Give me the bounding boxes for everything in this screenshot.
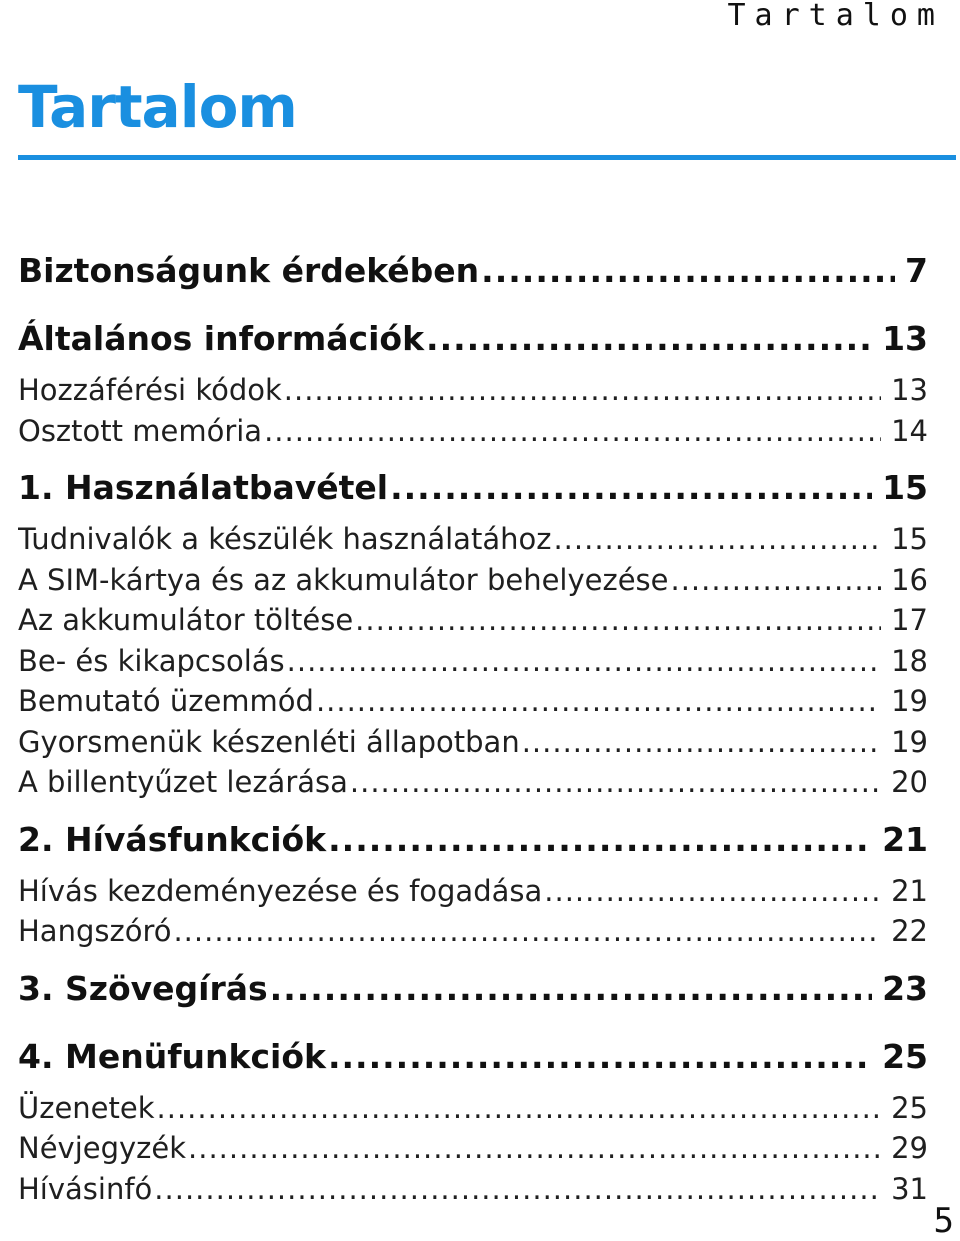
toc-section-entry[interactable] [18, 641, 928, 682]
toc-chapter-page: 7 [905, 251, 928, 290]
running-header: Tartalom [727, 0, 944, 33]
toc-section-label: Osztott memória [18, 413, 263, 448]
page-number: 5 [933, 1201, 954, 1241]
toc-section-label: Tudnivalók a készülék használatához [18, 522, 552, 556]
toc-section-page: 22 [891, 914, 928, 948]
toc-section-page: 31 [891, 1171, 928, 1206]
dot-leader [270, 958, 872, 1020]
dot-leader [355, 600, 881, 641]
toc-chapter-block [18, 1026, 928, 1210]
toc-section-page: 13 [891, 373, 928, 407]
toc-chapter-label: 2. Hívásfunkciók [18, 819, 327, 859]
toc-chapter-entry[interactable] [18, 240, 928, 302]
toc-chapter-label: 4. Menüfunkciók [18, 1036, 326, 1076]
toc-chapter-page: 23 [882, 968, 928, 1008]
toc-chapter-entry[interactable] [18, 809, 928, 871]
toc-section-entry[interactable] [18, 722, 928, 763]
toc-section-entry[interactable] [18, 370, 928, 411]
toc-chapter-page: 13 [882, 319, 928, 358]
toc-section-entry[interactable] [18, 871, 928, 912]
toc-section-label: Gyorsmenük készenléti állapotban [18, 724, 520, 759]
toc-section-label: Bemutató üzemmód [18, 684, 314, 718]
title-rule [18, 155, 956, 160]
toc-chapter-entry[interactable] [18, 457, 928, 519]
dot-leader [173, 911, 881, 952]
dot-leader [553, 519, 881, 560]
toc-chapter-label: Általános információk [18, 319, 425, 358]
toc-section-entry[interactable] [18, 600, 928, 641]
toc-chapter-block [18, 958, 928, 1020]
dot-leader [350, 762, 881, 803]
toc-section-label: Hívásinfó [18, 1171, 153, 1206]
dot-leader [154, 1169, 881, 1210]
dot-leader [426, 308, 872, 370]
toc-chapter-page: 21 [882, 819, 928, 859]
toc-section-entry[interactable] [18, 519, 928, 560]
toc-section-page: 15 [891, 522, 928, 556]
toc-section-label: Az akkumulátor töltése [18, 603, 354, 637]
dot-leader [328, 1026, 872, 1088]
toc-section-label: Hívás kezdeményezése és fogadása [18, 873, 543, 908]
dot-leader [544, 871, 881, 912]
toc-section-entry[interactable] [18, 1128, 928, 1169]
dot-leader [390, 457, 872, 519]
dot-leader [522, 722, 881, 763]
dot-leader [287, 641, 881, 682]
toc-chapter-label: Biztonságunk érdekében [18, 251, 480, 290]
toc-chapter-entry[interactable] [18, 1026, 928, 1088]
toc-chapter-block [18, 308, 928, 451]
toc-section-page: 21 [891, 873, 928, 908]
toc-section-page: 17 [891, 603, 928, 637]
toc-chapter-entry[interactable] [18, 958, 928, 1020]
dot-leader [264, 411, 881, 452]
page-title: Tartalom [18, 73, 297, 141]
toc-chapter-page: 25 [882, 1036, 928, 1076]
toc-chapter-label: 3. Szövegírás [18, 968, 268, 1008]
toc-section-page: 14 [891, 413, 928, 448]
dot-leader [284, 370, 881, 411]
table-of-contents [18, 240, 928, 1209]
toc-section-page: 16 [891, 562, 928, 597]
toc-chapter-block [18, 240, 928, 302]
toc-chapter-entry[interactable] [18, 308, 928, 370]
dot-leader [328, 809, 872, 871]
toc-section-entry[interactable] [18, 681, 928, 722]
dot-leader [316, 681, 881, 722]
toc-section-label: A SIM-kártya és az akkumulátor behelyezése [18, 562, 669, 597]
toc-section-entry[interactable] [18, 411, 928, 452]
toc-section-entry[interactable] [18, 762, 928, 803]
toc-section-entry[interactable] [18, 1088, 928, 1129]
toc-section-page: 18 [891, 643, 928, 678]
toc-section-label: A billentyűzet lezárása [18, 765, 348, 799]
toc-section-page: 19 [891, 724, 928, 759]
toc-section-entry[interactable] [18, 560, 928, 601]
toc-section-label: Üzenetek [18, 1090, 155, 1125]
toc-section-page: 25 [891, 1090, 928, 1125]
toc-section-label: Hangszóró [18, 914, 172, 948]
toc-chapter-block [18, 809, 928, 952]
dot-leader [481, 240, 895, 302]
toc-section-page: 19 [891, 684, 928, 718]
toc-section-label: Hozzáférési kódok [18, 373, 282, 407]
toc-chapter-block [18, 457, 928, 803]
toc-chapter-label: 1. Használatbavétel [18, 468, 389, 507]
toc-section-entry[interactable] [18, 911, 928, 952]
toc-section-label: Be- és kikapcsolás [18, 643, 285, 678]
toc-section-page: 29 [891, 1131, 928, 1165]
dot-leader [188, 1128, 881, 1169]
dot-leader [671, 560, 882, 601]
toc-section-entry[interactable] [18, 1169, 928, 1210]
toc-section-page: 20 [891, 765, 928, 799]
dot-leader [157, 1088, 882, 1129]
toc-chapter-page: 15 [882, 468, 928, 507]
toc-section-label: Névjegyzék [18, 1131, 187, 1165]
